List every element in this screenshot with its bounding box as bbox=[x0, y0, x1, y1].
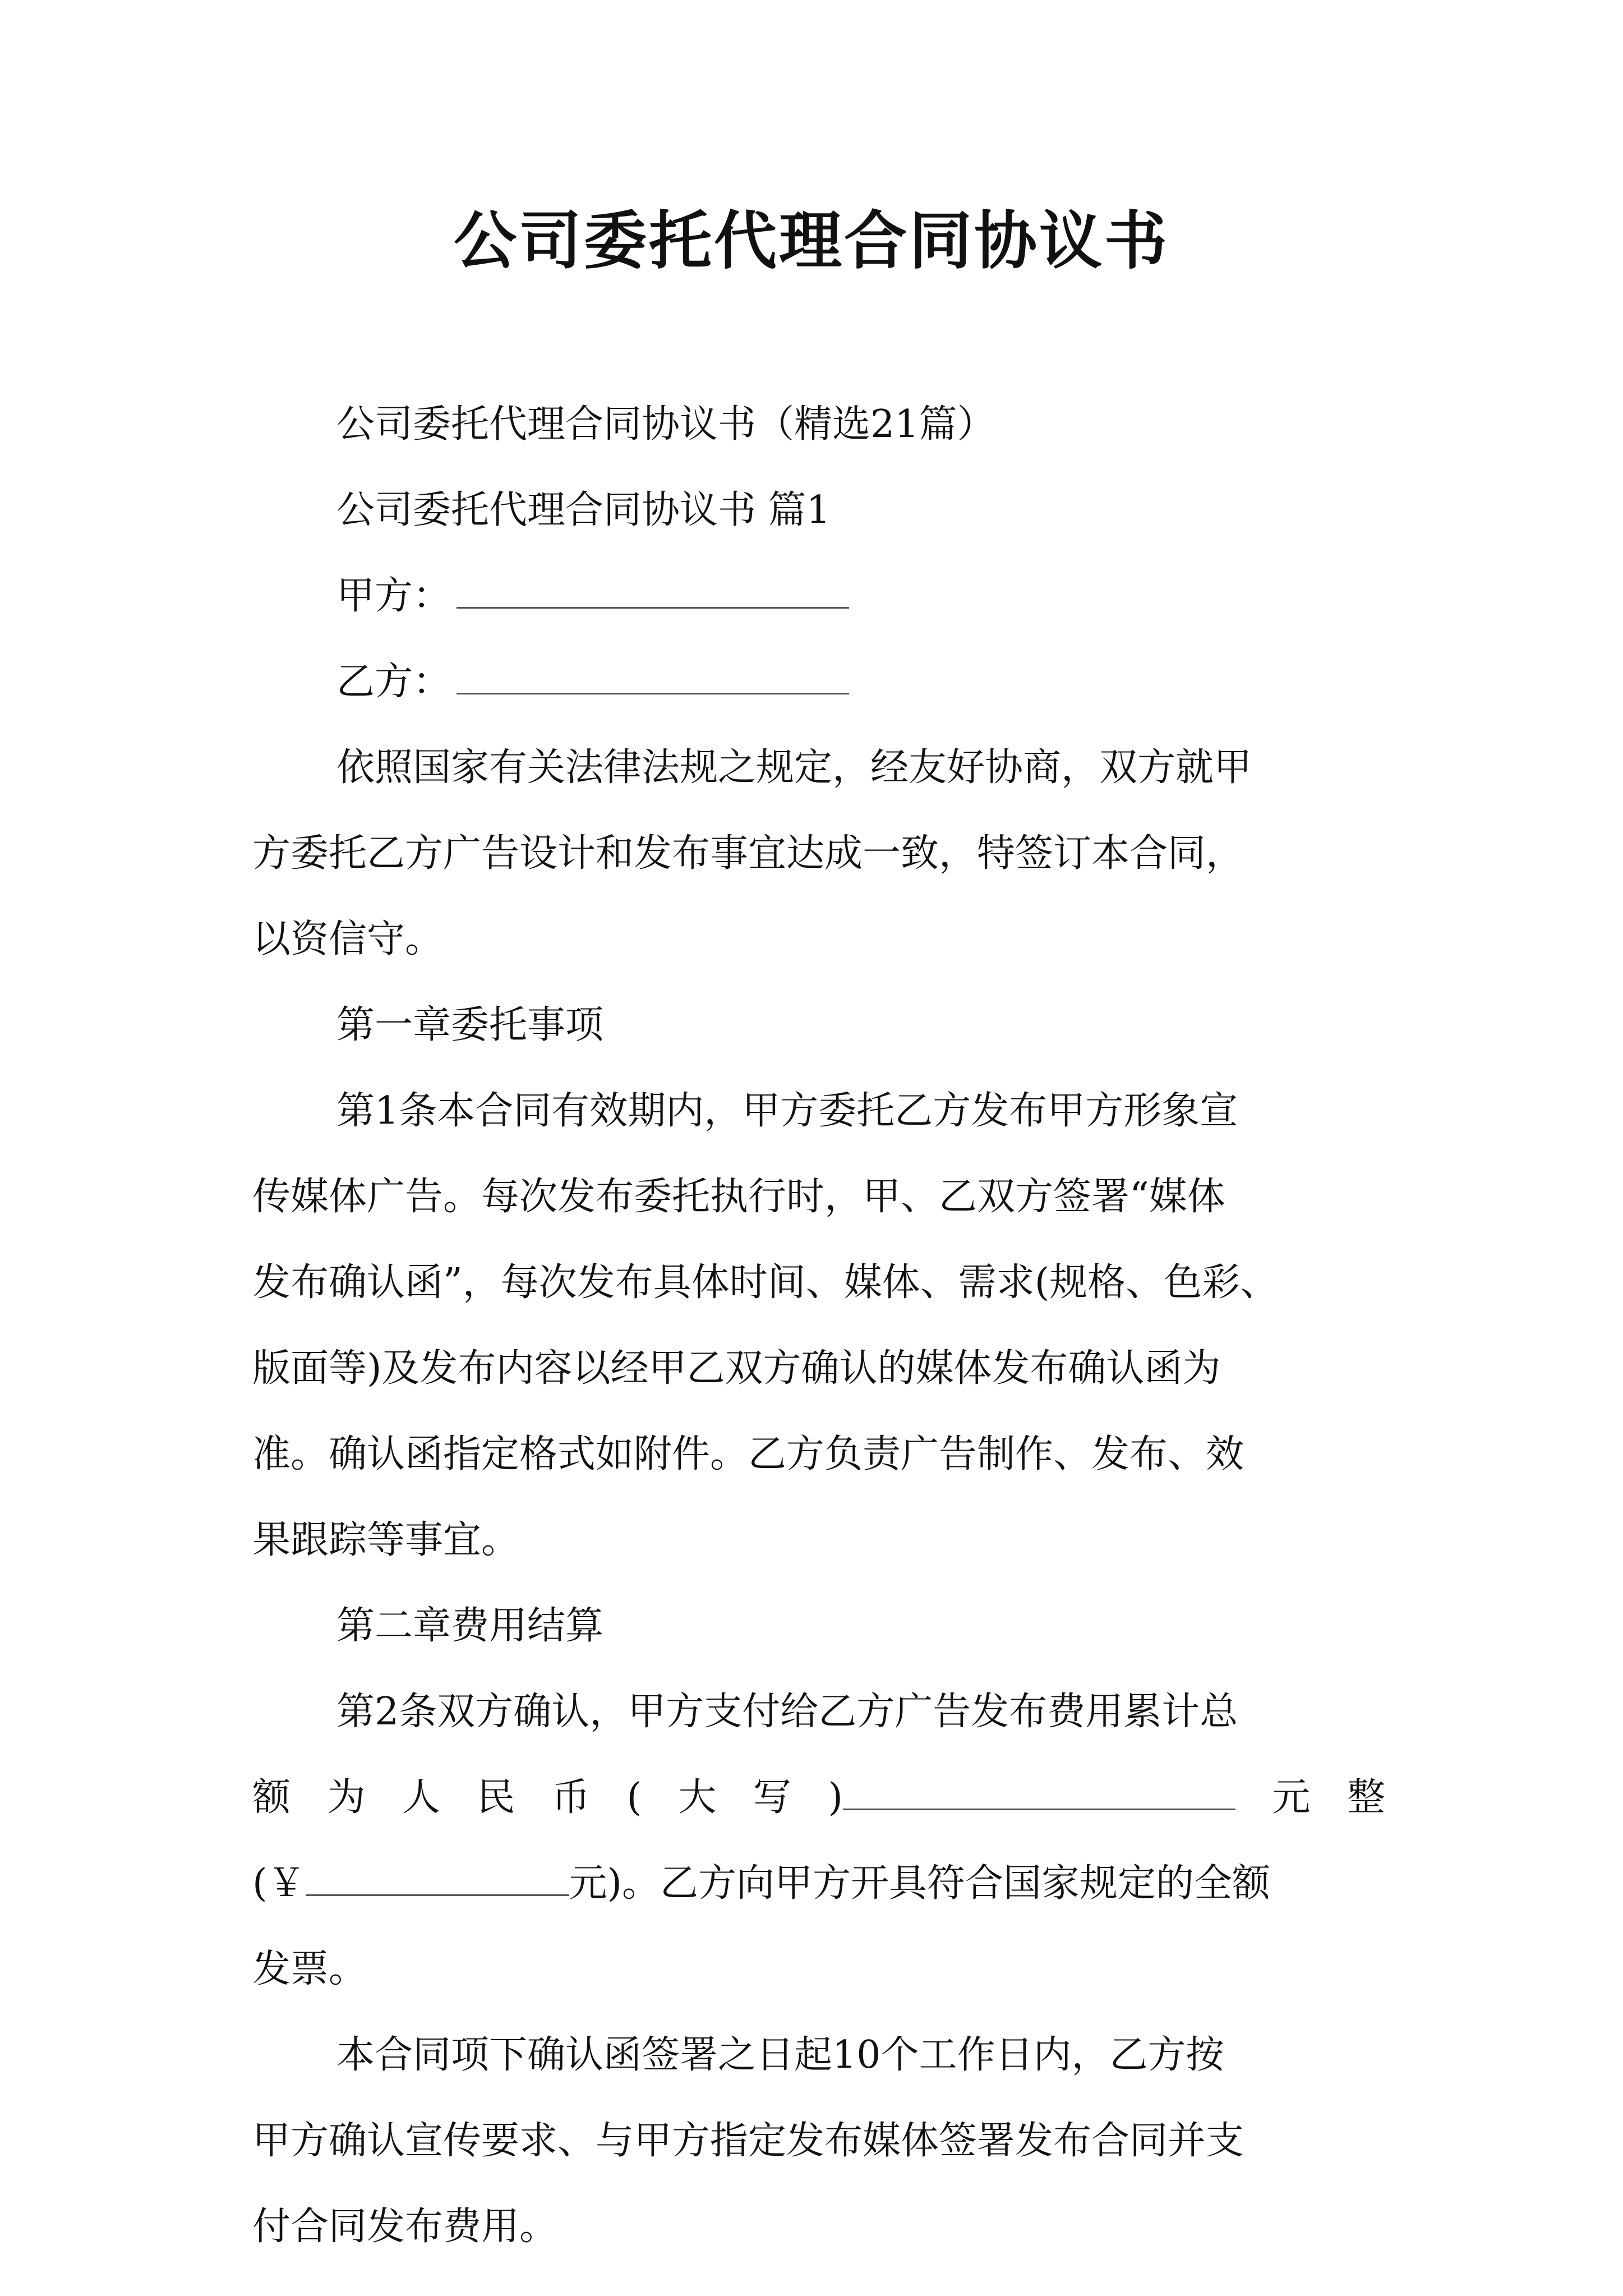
intro-line: 方委托乙方广告设计和发布事宜达成一致，特签订本合同， bbox=[252, 831, 1244, 876]
amount-blank bbox=[843, 1759, 1235, 1810]
document-body bbox=[252, 381, 1385, 2270]
chapter-1-title: 第一章委托事项 bbox=[336, 1003, 604, 1047]
payment-terms-line: 甲方确认宣传要求、与甲方指定发布媒体签署发布合同并支 bbox=[252, 2119, 1244, 2163]
amount-suffix: 元整 bbox=[1235, 1775, 1385, 1820]
subtitle: 公司委托代理合同协议书（精选21篇） bbox=[336, 402, 995, 447]
yuan-blank bbox=[306, 1845, 569, 1896]
yuan-prefix: (￥ bbox=[252, 1861, 306, 1906]
party-a-line bbox=[252, 553, 1385, 639]
article-2-line: 发票。 bbox=[252, 1947, 367, 1991]
article-1-line: 传媒体广告。每次发布委托执行时，甲、乙双方签署“媒体 bbox=[252, 1175, 1225, 1219]
party-b-line bbox=[252, 639, 1385, 725]
party-a-label: 甲方： bbox=[336, 574, 451, 618]
article-1-line: 果跟踪等事宜。 bbox=[252, 1518, 520, 1562]
article-1-line: 第1条本合同有效期内，甲方委托乙方发布甲方形象宣 bbox=[336, 1089, 1238, 1133]
intro-line: 依照国家有关法律法规之规定，经友好协商，双方就甲 bbox=[336, 746, 1252, 790]
article-2-yuan-line bbox=[252, 1841, 1385, 1926]
yuan-suffix: 元)。乙方向甲方开具符合国家规定的全额 bbox=[569, 1861, 1271, 1906]
article-1-line: 准。确认函指定格式如附件。乙方负责广告制作、发布、效 bbox=[252, 1432, 1244, 1476]
article-1-line: 发布确认函”，每次发布具体时间、媒体、需求(规格、色彩、 bbox=[252, 1260, 1279, 1305]
section-heading: 公司委托代理合同协议书 篇1 bbox=[336, 488, 831, 532]
chapter-2-title: 第二章费用结算 bbox=[336, 1604, 604, 1648]
party-b-label: 乙方： bbox=[336, 660, 451, 704]
party-b-blank bbox=[457, 643, 849, 694]
amount-label: 额为人民币(大写) bbox=[252, 1775, 843, 1820]
document-title: 公司委托代理合同协议书 bbox=[454, 204, 1169, 278]
article-2-amount-line bbox=[252, 1755, 1385, 1841]
payment-terms-line: 付合同发布费用。 bbox=[252, 2205, 558, 2249]
intro-line: 以资信守。 bbox=[252, 917, 444, 961]
article-2-line: 第2条双方确认，甲方支付给乙方广告发布费用累计总 bbox=[336, 1690, 1238, 1734]
payment-terms-line: 本合同项下确认函签署之日起10个工作日内，乙方按 bbox=[336, 2033, 1224, 2077]
article-1-line: 版面等)及发布内容以经甲乙双方确认的媒体发布确认函为 bbox=[252, 1346, 1221, 1391]
party-a-blank bbox=[457, 558, 849, 609]
